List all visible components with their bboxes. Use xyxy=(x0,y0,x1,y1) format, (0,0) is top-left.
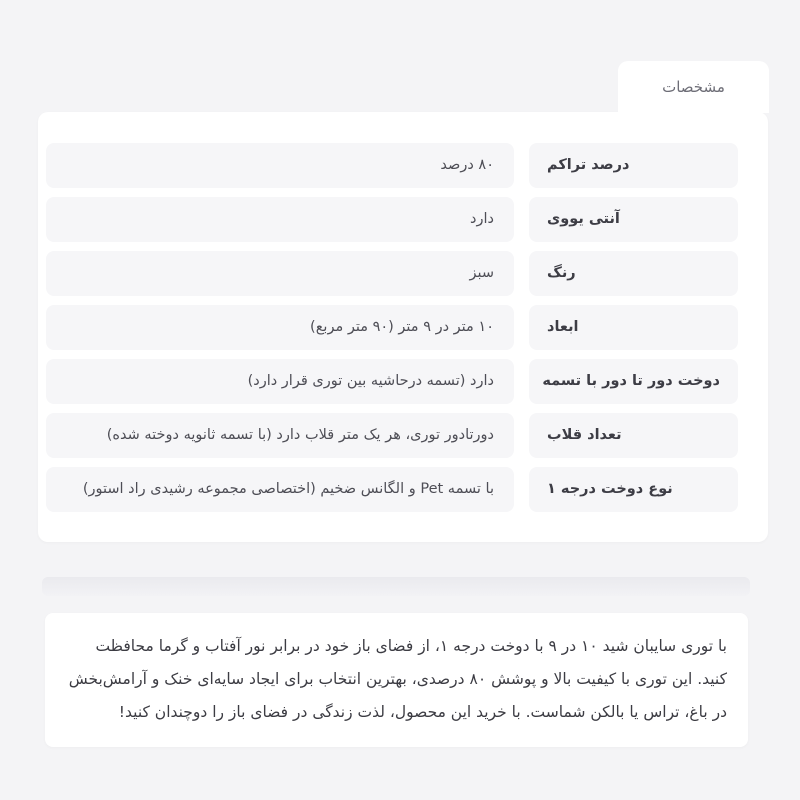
spec-row xyxy=(46,305,738,350)
product-description-text: با توری سایبان شید ۱۰ در ۹ با دوخت درجه ۱، از فضای باز خود در برابر نور آفتاب و گرما محافظت کنید. این توری با کیفیت بالا و پوشش ۸۰ درصدی، بهترین انتخاب برای ایجاد سایه‌ای خنک و آرامش‌بخش در باغ، تراس یا بالکن شماست. با خرید این محصول، لذت زندگی در فضای باز را دوچندان کنید! xyxy=(68,637,727,721)
spec-row xyxy=(46,143,738,188)
spec-table xyxy=(46,143,738,512)
spec-label: رنگ xyxy=(529,251,738,296)
spec-value: دورتادور توری، هر یک متر قلاب دارد (با تسمه ثانویه دوخته شده) xyxy=(46,413,514,458)
spec-label: آنتی یووی xyxy=(529,197,738,242)
spec-label: ابعاد xyxy=(529,305,738,350)
spec-row xyxy=(46,413,738,458)
spec-row xyxy=(46,197,738,242)
spec-label: تعداد قلاب xyxy=(529,413,738,458)
spec-label: نوع دوخت درجه ۱ xyxy=(529,467,738,512)
spec-value: ۸۰ درصد xyxy=(46,143,514,188)
collapsed-section-strip xyxy=(42,577,750,596)
tab-specifications[interactable] xyxy=(618,61,769,113)
spec-value: سبز xyxy=(46,251,514,296)
spec-row xyxy=(46,359,738,404)
spec-value: دارد xyxy=(46,197,514,242)
spec-label: دوخت دور تا دور با تسمه xyxy=(529,359,738,404)
specifications-card xyxy=(38,112,768,542)
spec-value: ۱۰ متر در ۹ متر (۹۰ متر مربع) xyxy=(46,305,514,350)
spec-label: درصد تراکم xyxy=(529,143,738,188)
spec-row xyxy=(46,251,738,296)
tab-specifications-label: مشخصات xyxy=(662,78,725,96)
spec-value: با تسمه Pet و الگانس ضخیم (اختصاصی مجموعه رشیدی راد استور) xyxy=(46,467,514,512)
description-card xyxy=(45,613,748,747)
spec-row xyxy=(46,467,738,512)
spec-value: دارد (تسمه درحاشیه بین توری قرار دارد) xyxy=(46,359,514,404)
